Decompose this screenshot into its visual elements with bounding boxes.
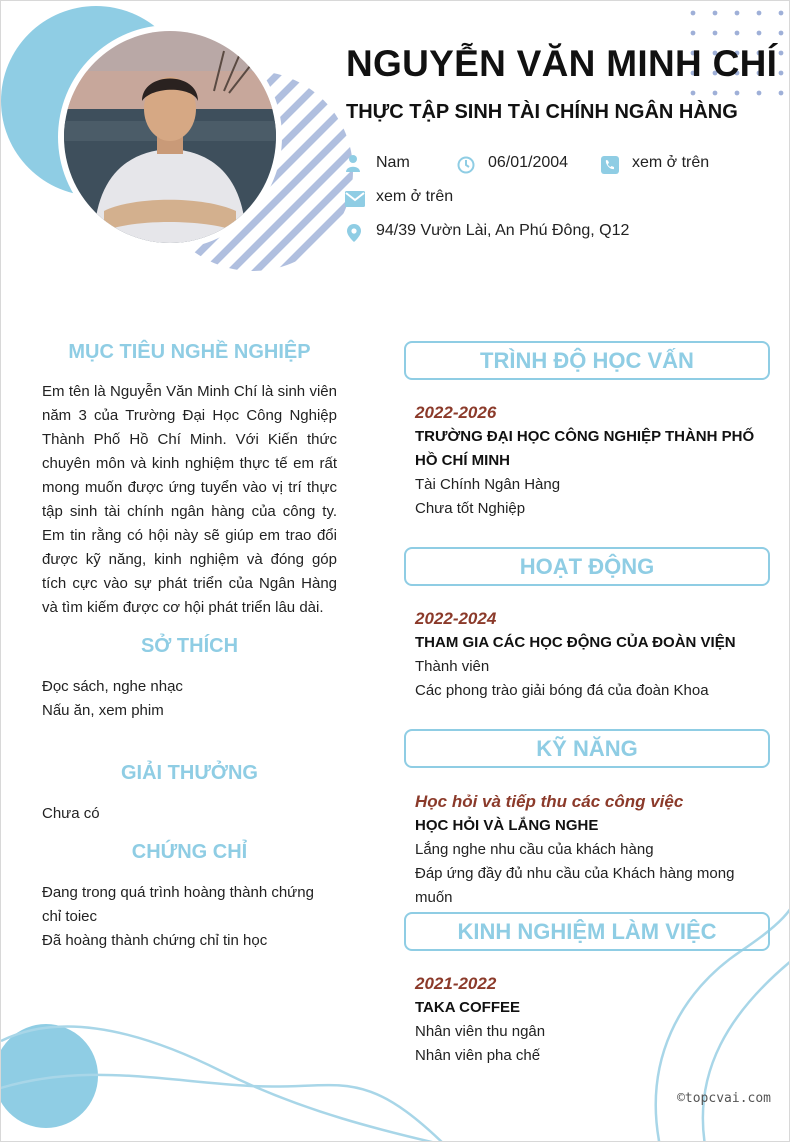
experience-company: TAKA COFFEE bbox=[415, 999, 520, 1016]
certificate-item: Đã hoàng thành chứng chỉ tin học bbox=[42, 932, 268, 949]
person-icon bbox=[345, 154, 361, 172]
awards-section bbox=[42, 802, 337, 826]
skills-title: KỸ NĂNG bbox=[404, 729, 770, 768]
education-school: TRƯỜNG ĐẠI HỌC CÔNG NGHIỆP THÀNH PHỐ HỒ CHÍ MINH bbox=[415, 428, 755, 469]
experience-item: Nhân viên thu ngân bbox=[415, 1023, 546, 1040]
job-title: THỰC TẬP SINH TÀI CHÍNH NGÂN HÀNG bbox=[346, 101, 738, 123]
certificates-title: CHỨNG CHỈ bbox=[131, 841, 248, 863]
profile-photo bbox=[64, 31, 276, 243]
activities-heading: THAM GIA CÁC HỌC ĐỘNG CỦA ĐOÀN VIỆN bbox=[415, 634, 736, 651]
activities-section bbox=[415, 607, 775, 703]
email-icon bbox=[345, 191, 365, 207]
experience-section bbox=[415, 972, 775, 1068]
objective-section bbox=[42, 380, 337, 620]
experience-period: 2021-2022 bbox=[415, 974, 497, 993]
activities-period: 2022-2024 bbox=[415, 609, 497, 628]
education-title: TRÌNH ĐỘ HỌC VẤN bbox=[404, 341, 770, 380]
education-section bbox=[415, 401, 775, 521]
education-major: Tài Chính Ngân Hàng bbox=[415, 476, 561, 493]
skills-section bbox=[415, 790, 775, 910]
skill-item: Lắng nghe nhu cầu của khách hàng bbox=[415, 841, 654, 858]
education-status: Chưa tốt Nghiệp bbox=[415, 500, 526, 517]
activities-role: Thành viên bbox=[415, 658, 490, 675]
address-value: 94/39 Vườn Lài, An Phú Đông, Q12 bbox=[376, 222, 630, 239]
skill-item: Đáp ứng đầy đủ nhu cầu của Khách hàng mong muốn bbox=[415, 865, 735, 906]
education-period: 2022-2026 bbox=[415, 403, 497, 422]
email-info bbox=[376, 188, 453, 206]
phone-info bbox=[632, 154, 709, 172]
activities-detail: Các phong trào giải bóng đá của đoàn Khoa bbox=[415, 682, 709, 699]
birthday-info bbox=[488, 154, 568, 172]
hobbies-title: SỞ THÍCH bbox=[140, 635, 239, 657]
activities-title: HOẠT ĐỘNG bbox=[404, 547, 770, 586]
birthday-value: 06/01/2004 bbox=[488, 154, 569, 171]
skills-heading: HỌC HỎI VÀ LẮNG NGHE bbox=[415, 817, 599, 834]
phone-icon bbox=[601, 156, 619, 174]
objective-title: MỤC TIÊU NGHỀ NGHIỆP bbox=[68, 341, 311, 363]
objective-text: Em tên là Nguyễn Văn Minh Chí là sinh viên năm 3 của Trường Đại Học Công Nghiệp Thành Phố Hồ Chí Minh. Với Kiến thức chuyên môn và kinh nghiệm thực tế em rất mong muốn được ứng tuyển vào vị trí thực tập sinh tài chính ngân hàng của công ty. Em tin rằng có hội này sẽ giúp em trao đổi được kỹ năng, kinh nghiệm và đóng góp tích cực vào sự phát triển của Ngân Hàng và tìm kiếm được cơ hội phát triển lâu dài. bbox=[42, 383, 337, 616]
hobby-item: Đọc sách, nghe nhạc bbox=[42, 678, 183, 695]
watermark: ©topcvai.com bbox=[677, 1091, 771, 1106]
awards-title: GIẢI THƯỞNG bbox=[121, 762, 258, 784]
experience-title: KINH NGHIỆM LÀM VIỆC bbox=[404, 912, 770, 951]
hobbies-section bbox=[42, 675, 337, 723]
candidate-name: NGUYỄN VĂN MINH CHÍ bbox=[346, 43, 778, 84]
experience-item: Nhân viên pha chế bbox=[415, 1047, 541, 1064]
clock-icon bbox=[457, 156, 475, 174]
email-value: xem ở trên bbox=[376, 188, 454, 205]
certificates-section bbox=[42, 881, 337, 953]
gender-value: Nam bbox=[376, 154, 410, 171]
address-info bbox=[376, 222, 629, 240]
award-item: Chưa có bbox=[42, 805, 100, 822]
certificate-item: Đang trong quá trình hoàng thành chứng chỉ toiec bbox=[42, 884, 314, 925]
phone-value: xem ở trên bbox=[632, 154, 710, 171]
gender-info bbox=[376, 154, 410, 172]
hobby-item: Nấu ăn, xem phim bbox=[42, 702, 164, 719]
location-pin-icon bbox=[347, 224, 361, 242]
skills-subtitle: Học hỏi và tiếp thu các công việc bbox=[415, 792, 684, 811]
